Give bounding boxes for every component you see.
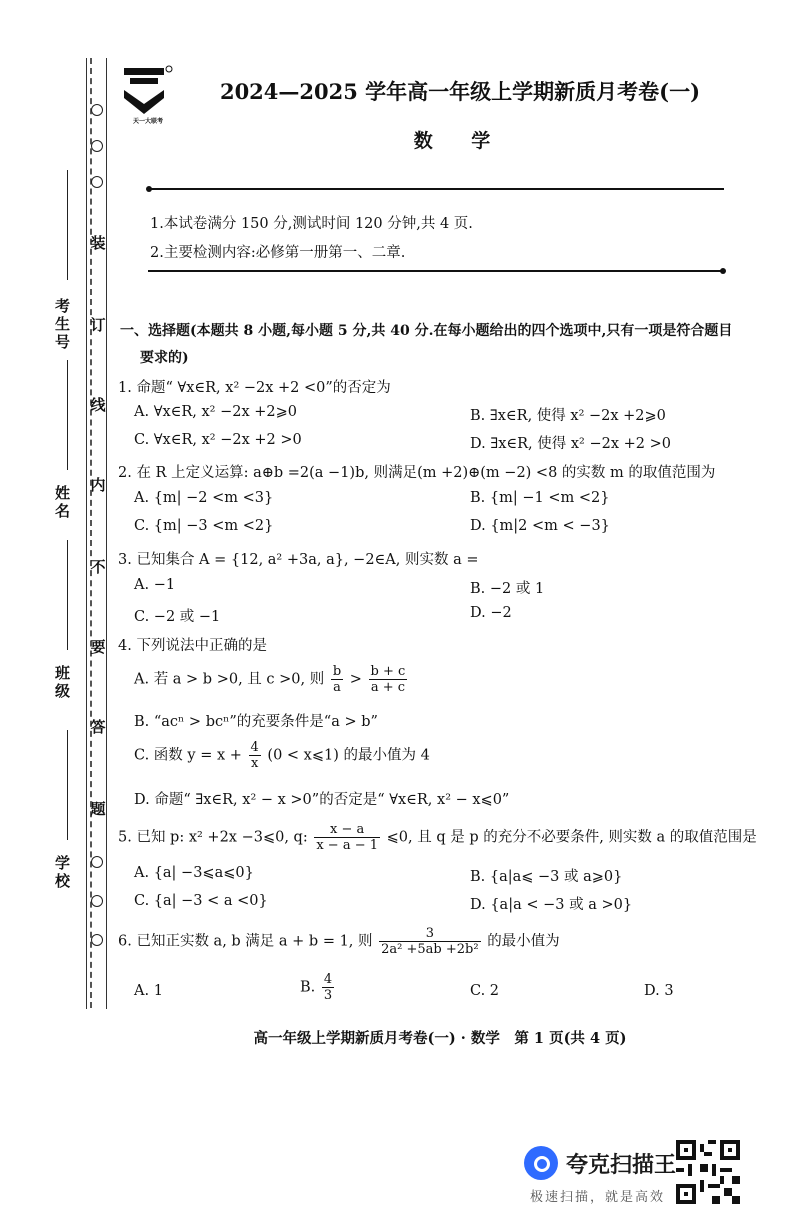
greater-than-sign: > [349, 671, 362, 688]
question-6-option-a[interactable]: A. 1 [134, 983, 163, 999]
margin-blank-class[interactable] [67, 540, 68, 650]
question-3-option-c[interactable]: C. −2 或 −1 [134, 609, 221, 625]
question-4-option-a[interactable] [134, 664, 409, 695]
fraction-4-over-3: $\frac{4}{3}$ [323, 972, 333, 1003]
question-2-option-d[interactable]: D. {m|2 <m < −3} [470, 518, 610, 534]
binding-hole [91, 176, 103, 188]
question-5-option-d[interactable]: D. {a|a < −3 或 a >0} [470, 897, 633, 913]
question-1-stem: 1. 命题“ ∀x∈R, x² −2x +2 <0”的否定为 [118, 380, 391, 396]
binding-hole [91, 895, 103, 907]
binding-char: 答 [90, 718, 106, 736]
question-2-stem: 2. 在 R 上定义运算: a⊕b =2(a −1)b, 则满足(m +2)⊕(m −2) <8 的实数 m 的取值范围为 [118, 465, 716, 481]
question-5-option-c[interactable]: C. {a| −3 < a <0} [134, 893, 268, 909]
binding-char: 不 [90, 558, 106, 576]
question-4-option-c-text: C. 函数 y = x + [134, 747, 242, 764]
question-2-option-c[interactable]: C. {m| −3 <m <2} [134, 518, 274, 534]
question-3-option-a[interactable]: A. −1 [134, 577, 176, 593]
scanner-app-name: 夸克扫描王 [566, 1153, 677, 1178]
binding-border-right [106, 58, 107, 1009]
fraction-b-over-a: $\frac{b}{a}$ [332, 664, 342, 695]
question-3-option-b[interactable]: B. −2 或 1 [470, 581, 545, 597]
margin-blank-school[interactable] [67, 730, 68, 840]
fraction-3-over-quadratic: $\frac{3}{\text{2a² +5ab +2b²}}$ [381, 926, 479, 957]
binding-char: 内 [90, 476, 106, 494]
binding-hole [91, 140, 103, 152]
question-6-stem: 6. 已知正实数 a, b 满足 a + b = 1, 则 $\frac{3}{\text{2a² +5ab +2b²}}$ 的最小值为 [118, 926, 560, 957]
question-4-option-c-tail: (0 < x⩽1) 的最小值为 4 [267, 747, 430, 764]
section-title: 一、选择题(本题共 8 小题,每小题 5 分,共 40 分.在每小题给出的四个选项中,只有一项是符合题目 [120, 323, 733, 339]
question-4-option-b[interactable]: B. “acⁿ > bcⁿ”的充要条件是“a > b” [134, 714, 378, 730]
question-5-option-b[interactable]: B. {a|a⩽ −3 或 a⩾0} [470, 869, 623, 885]
note-line: 1.本试卷满分 150 分,测试时间 120 分钟,共 4 页. [150, 216, 473, 232]
rule-dot [720, 268, 726, 274]
fraction-4-over-x: $\frac{4}{x}$ [250, 740, 259, 771]
fraction-q-condition: $\frac{x - a}{x - a - 1}$ [316, 822, 379, 853]
question-4-stem: 4. 下列说法中正确的是 [118, 638, 267, 654]
bottom-rule [148, 270, 724, 272]
binding-char: 订 [90, 316, 106, 334]
question-1-option-a[interactable]: A. ∀x∈R, x² −2x +2⩾0 [134, 404, 297, 420]
question-5-stem: 5. 已知 p: x² +2x −3⩽0, q: $\frac{x - a}{x - a - 1}$ ⩽0, 且 q 是 p 的充分不必要条件, 则实数 a 的取值范围是 [118, 822, 757, 853]
binding-border-left [86, 58, 87, 1009]
margin-blank-student-id[interactable] [67, 170, 68, 280]
publisher-logo-icon [122, 64, 174, 122]
section-title-cont: 要求的) [140, 350, 189, 366]
publisher-logo-text: 天一大联考 [132, 118, 163, 125]
qr-code-icon[interactable] [676, 1140, 740, 1204]
note-line: 2.主要检测内容:必修第一册第一、二章. [150, 245, 406, 261]
question-3-stem: 3. 已知集合 A = {12, a² +3a, a}, −2∈A, 则实数 a = [118, 552, 479, 568]
exam-subject: 数 学 [413, 130, 507, 152]
question-4-option-a-text: A. 若 a > b >0, 且 c >0, 则 [134, 671, 325, 688]
margin-field-name: 姓名 [53, 485, 71, 521]
question-2-option-b[interactable]: B. {m| −1 <m <2} [470, 490, 610, 506]
question-6-option-b[interactable]: B. $\frac{4}{3}$ [300, 972, 333, 1003]
binding-char: 装 [90, 234, 106, 252]
question-1-option-c[interactable]: C. ∀x∈R, x² −2x +2 >0 [134, 432, 302, 448]
question-1-option-b[interactable]: B. ∃x∈R, 使得 x² −2x +2⩾0 [470, 408, 666, 424]
binding-hole [91, 856, 103, 868]
rule-dot [146, 186, 152, 192]
page-footer: 高一年级上学期新质月考卷(一) · 数学 第 1 页(共 4 页) [253, 1030, 627, 1047]
fraction-bc-over-ac: $\frac{b + c}{a + c}$ [370, 664, 406, 695]
question-4-option-c[interactable] [134, 740, 430, 771]
binding-hole [91, 934, 103, 946]
binding-hole [91, 104, 103, 116]
scanner-logo-icon [524, 1146, 558, 1180]
binding-char: 线 [90, 396, 106, 414]
question-5-option-a[interactable]: A. {a| −3⩽a⩽0} [134, 865, 254, 881]
margin-field-school: 学校 [53, 855, 71, 891]
scanner-slogan: 极速扫描，就是高效 [530, 1190, 666, 1205]
binding-char: 题 [90, 800, 106, 818]
margin-field-student-id: 考生号 [53, 298, 71, 352]
question-2-option-a[interactable]: A. {m| −2 <m <3} [134, 490, 274, 506]
margin-blank-name[interactable] [67, 360, 68, 470]
binding-char: 要 [90, 638, 106, 656]
question-6-option-c[interactable]: C. 2 [470, 983, 500, 999]
question-4-option-d[interactable]: D. 命题“ ∃x∈R, x² − x >0”的否定是“ ∀x∈R, x² − x⩽0” [134, 792, 510, 808]
exam-title: 2024—2025 学年高一年级上学期新质月考卷(一) [219, 79, 701, 104]
margin-field-class: 班级 [53, 665, 71, 701]
top-rule [148, 188, 724, 190]
question-3-option-d[interactable]: D. −2 [470, 605, 512, 621]
question-1-option-d[interactable]: D. ∃x∈R, 使得 x² −2x +2 >0 [470, 436, 671, 452]
question-6-option-d[interactable]: D. 3 [644, 983, 674, 999]
